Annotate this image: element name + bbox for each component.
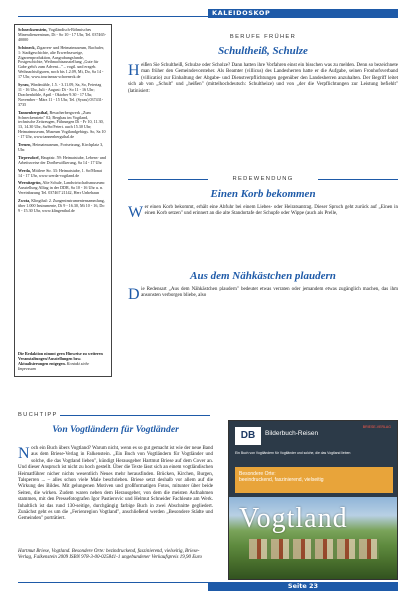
- editorial-note: Die Redaktion nimmt gern Hinweise zu weiteren Veranstaltungen/Ausstellungen bzw. Aktualisierungen entgegen. Kontakt siehe Impressum: [18, 351, 103, 371]
- article-kicker: REDEWENDUNG: [232, 176, 294, 182]
- listing-entry: Schnecksenstein, Vogtländisch-Böhmisches Mineralienzentrum, Di - So 10 - 17 Uhr, Tel. 037465-40000: [18, 27, 106, 42]
- village-photo-detail: [249, 539, 379, 559]
- book-blurb: Ein Buch von Vogtländern für Vogtländer und solche, die das Vogtland lieben: [235, 451, 351, 455]
- article-headline: Einen Korb bekommen: [210, 188, 316, 200]
- buchtipp-rule: [60, 415, 210, 416]
- listing-entry: Tannenbergsthal, Besucherbergwerk „Zum Schneckenstein" 02; Bergbau im Vogtland, technische Zeitzeugen, Führungen Di - Fr 10, 11.30, 13, 14.30 Uhr, Sa/So/Feiert. auch 15.30 Uhr; Heimatmuseum, Museum Vogtlandgebirgs. So, Sa 10 - 17 Uhr, www.tannenbergsthal.de: [18, 109, 106, 140]
- article-body: Wer einen Korb bekommt, erhält eine Abfuhr bei einem Liebes- oder Heiratsantrag. Dieser Spruch geht zurück auf „Einen in einen Korb setzen" und erinnert an die alte Standortafe der Schupfe oder Wippe (auch als Prelle,: [128, 203, 398, 221]
- listing-entry: Werda, Mittlere Str. 33: Heimatstube, 1. So/Monat 14 - 17 Uhr, www.werda-vogtland.de: [18, 167, 102, 178]
- book-title: Vogtland: [239, 503, 348, 534]
- book-subtitle: Besondere Orte: beeindruckend, faszinierend, vielseitig: [239, 471, 324, 484]
- buchtipp-title: Von Vogtländern für Vogtländer: [52, 424, 179, 435]
- listings-column: [18, 28, 106, 217]
- article-headline: Schultheiß, Schulze: [218, 45, 308, 57]
- listing-entry: Schöneck, Zigarren- und Heimatmuseum, Bachufer, 1: Stadtgeschichte, alte Erwerbszweige, Zigarrenproduktion, Ausgrabungsfunde, Postgeschichte, Weihnachtsausstellung „Gute für Gabe geht's zum Advent..." – vogtl. und erzgeb. Weihnachtsfiguren, noch bis 1.2.09, Mi, Do, Sa 14 - 17 Uhr, www.tourismus-schoeneck.de: [18, 44, 105, 80]
- section-title: KALEIDOSKOP: [212, 9, 271, 17]
- article-headline: Aus dem Nähkästchen plaudern: [190, 270, 336, 282]
- dropcap: D: [128, 285, 140, 303]
- listing-entry: Zwota, Klingthal: 2. Zungeninstrumentensammlung, über 1.000 Instrumente, Di 9 - 16.30, Mi 10 - 16, Do 9 - 15.30 Uhr, www.klingenthal.de: [18, 198, 105, 213]
- article-body: Die Redensart „Aus dem Nähkästchen plaudern" bedeutet etwas verraten oder jemandem etwas zugänglich machen, das ihm ansonsten verborgen bliebe, also: [128, 285, 398, 303]
- dropcap: H: [128, 61, 140, 79]
- book-cover-image: [228, 420, 398, 580]
- page-number: Seite 23: [287, 582, 319, 590]
- book-series: Bilderbuch-Reisen: [265, 430, 319, 437]
- article-body: Heißen Sie Schultheiß, Schulze oder Scholze? Dann hatten ihre Vorfahren einst ein bisschen was zu melden. Denn so bezeichnete man früher den Gemeindevorsteher. Als Beamter (villicus) des Landesherren hatte er die Aufgabe, seinen Fronhofsverband (villicatio) zur Einhaltung der Abgabe- und Dienstverpflichtungen gegenüber den Landesherren anzuhalten. Der Begriff leitet sich ab von „Schult" und „heißen" (mittelhochdeutsch: Schultheize) und von „der die Verpflichtungen zur Leistung befiehlt" (latinisiert:: [128, 61, 398, 94]
- series-logo: DB: [235, 427, 261, 445]
- article-kicker: BERUFE FRÜHER: [229, 34, 297, 40]
- listing-entry: Syrau, Windmühle, 1.5. - 3.11.09, Sa, So, Feiertag 11 - 16 Uhr, Juli - August: Di - So 11 - 16 Uhr; Drachenhöhle, April - Oktober 9.30 - 17 Uhr, November - März 11 - 15 Uhr, Tel. (Syrau) 037431-3735: [18, 82, 104, 107]
- dropcap: W: [128, 203, 144, 221]
- listing-entry: Wernitzgrün, Alte Schule, Landwirtschaftsmuseum: Ausstellung Alltag in der DDR, Sa 10 - 16 Uhr u. n. Vereinbarung Tel. 037467 21142, Herr Unbehaun: [18, 180, 106, 196]
- buchtipp-body: Noch ein Buch übers Vogtland? Warum nicht, wenn es so gut gemacht ist wie der neue Band aus dem Briese-Verlag in Falkenstein. „Ein Buch von Vogtländern für Vogtländer und solche, die das Vogtland lieben", kündigt Herausgeber Hartmut Briese auf dem Cover an. Und dieser Anspruch ist nicht zu hoch gestellt. Über die Texte lässt sich an einem vogtländischen Heimatführer nicher nichts wesentlich Neues mehr herausfinden. Brücken, Kirchen, Burgen, Talsperren ... – alles schon viele Male beschrieben. Briese setzt deshalb vor allem auf die Wirkung des Bildes. Mit gelungenen Motiven und großformatigen Fotos, mitunter über beide Seiten, die wirken. Zudem waren neben dem Herausgeber, von dem die meisten Aufnahmen stammen, mit den Pressefotografen Igor Pastierovic und Helmut Schneider Fachleute am Werk. Inhaltlich ist das rund 130-seitige, durchgängig farbige Buch in zwei Abschnitte gegliedert. Zunächst geht es um die „Ferienregion Vogtland", anschließend werden „Besondere Städte und Gemeinden" porträtiert.: [18, 444, 213, 522]
- book-publisher: BRIESE-VERLAG: [362, 425, 391, 429]
- book-reference: Hartmut Briese, Vogtland. Besondere Orte: bezindruckend, faszinierend, vielseitig, Briese-Verlag, Falkenstein 2009 ISBN 978-3-00-025841-1 ungebundener Verkaufspreis 19,90 Euro: [18, 549, 203, 561]
- buchtipp-kicker: BUCHTIPP: [18, 412, 58, 418]
- listing-entry: Treuen, Heimatmuseum, Fortsetzung, Kirchplatz 3, Uhr.: [18, 142, 104, 152]
- dropcap: N: [18, 444, 30, 462]
- listing-entry: Tirpersdorf, Hauptstr. 59: Heimatstube, Lebens- und Arbeitsweise der Dorfbewölkerung, Sa 14 - 17 Uhr: [18, 154, 106, 165]
